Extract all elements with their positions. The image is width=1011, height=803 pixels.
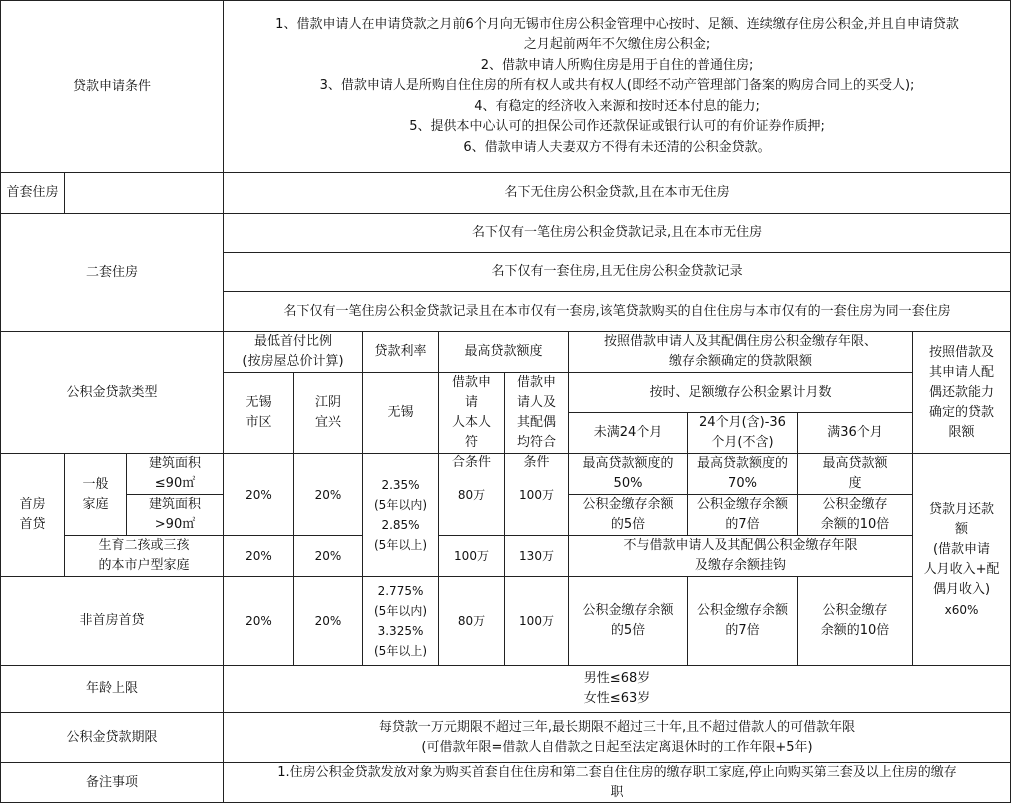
limit-full-36-balance: 公积金缴存 余额的10倍 bbox=[798, 495, 913, 536]
deposit-limit-header: 按照借款申请人及其配偶住房公积金缴存年限、 缴存余额确定的贷款限额 bbox=[569, 332, 913, 373]
loan-conditions-text bbox=[224, 1, 1011, 173]
male-age-limit: 男性≤68岁 bbox=[583, 671, 651, 686]
loan-type-header: 公积金贷款类型 bbox=[1, 332, 224, 454]
nf-limit-under-24: 公积金缴存余额 的5倍 bbox=[569, 577, 688, 666]
sc-couple-max-amount: 130万 bbox=[505, 536, 569, 577]
wuxi-city-header: 无锡 市区 bbox=[224, 373, 294, 454]
condition-line: 5、提供本中心认可的担保公司作还款保证或银行认可的有价证券作质押; bbox=[409, 119, 825, 135]
repay-ability-header: 按照借款及 其申请人配 偶还款能力 确定的贷款 限额 bbox=[913, 332, 1011, 454]
limit-under-24-balance: 公积金缴存余额 的5倍 bbox=[569, 495, 688, 536]
remarks-label: 备注事项 bbox=[1, 763, 224, 803]
nf-down-payment-jiangyin: 20% bbox=[294, 577, 363, 666]
female-age-limit: 女性≤63岁 bbox=[583, 691, 651, 706]
single-max-amount: 80万 bbox=[439, 454, 505, 536]
sc-down-payment-wuxi: 20% bbox=[224, 536, 294, 577]
limit-24-36: 最高贷款额度的 70% bbox=[688, 454, 798, 495]
first-loan-label: 首房 首贷 bbox=[1, 454, 65, 577]
min-down-payment-header: 最低首付比例 (按房屋总价计算) bbox=[224, 332, 363, 373]
couple-applicant-header: 借款申 请人及 其配偶 均符合 条件 bbox=[505, 373, 569, 454]
sc-limit-note: 不与借款申请人及其配偶公积金缴存年限 及缴存余额挂钩 bbox=[569, 536, 913, 577]
area-le90-label: 建筑面积 ≤90㎡ bbox=[127, 454, 224, 495]
condition-line: 2、借款申请人所购住房是用于自住的普通住房; bbox=[480, 57, 754, 73]
couple-max-amount: 100万 bbox=[505, 454, 569, 536]
loan-term-desc: 每贷款一万元期限不超过三年,最长期限不超过三十年,且不超过借款人的可借款年限 (可借款年限=借款人自借款之日起至法定离退休时的工作年限+5年) bbox=[224, 713, 1011, 763]
loan-term-label: 公积金贷款期限 bbox=[1, 713, 224, 763]
first-loan-rate: 2.35% (5年以内) 2.85% (5年以上) bbox=[363, 454, 439, 577]
nf-single-max-amount: 80万 bbox=[439, 577, 505, 666]
limit-under-24: 最高贷款额度的 50% bbox=[569, 454, 688, 495]
down-payment-jiangyin: 20% bbox=[294, 454, 363, 536]
sc-single-max-amount: 100万 bbox=[439, 536, 505, 577]
sc-down-payment-jiangyin: 20% bbox=[294, 536, 363, 577]
months-header: 按时、足额缴存公积金累计月数 bbox=[569, 373, 913, 413]
jiangyin-yixing-header: 江阴 宜兴 bbox=[294, 373, 363, 454]
limit-full-36: 最高贷款额 度 bbox=[798, 454, 913, 495]
single-applicant-header: 借款申 请 人本人 符 合条件 bbox=[439, 373, 505, 454]
nf-couple-max-amount: 100万 bbox=[505, 577, 569, 666]
first-home-label: 首套住房 bbox=[1, 173, 65, 214]
limit-24-36-balance: 公积金缴存余额 的7倍 bbox=[688, 495, 798, 536]
first-home-desc: 名下无住房公积金贷款,且在本市无住房 bbox=[224, 173, 1011, 214]
condition-line: 1、借款申请人在申请贷款之月前6个月向无锡市住房公积金管理中心按时、足额、连续缴存住房公积金,并且自申请贷款 bbox=[275, 16, 959, 32]
down-payment-wuxi: 20% bbox=[224, 454, 294, 536]
nf-down-payment-wuxi: 20% bbox=[224, 577, 294, 666]
second-home-row: 名下仅有一笔住房公积金贷款记录,且在本市无住房 bbox=[224, 214, 1011, 253]
condition-line: 4、有稳定的经济收入来源和按时还本付息的能力; bbox=[474, 98, 760, 114]
loan-conditions-label: 贷款申请条件 bbox=[1, 1, 224, 173]
second-home-label: 二套住房 bbox=[1, 214, 224, 332]
rate-city-header: 无锡 bbox=[363, 373, 439, 454]
non-first-loan-rate: 2.775% (5年以内) 3.325% (5年以上) bbox=[363, 577, 439, 666]
age-limit-label: 年龄上限 bbox=[1, 666, 224, 713]
area-gt90-label: 建筑面积 >90㎡ bbox=[127, 495, 224, 536]
full-36-months-header: 满36个月 bbox=[798, 413, 913, 454]
age-limit-values bbox=[224, 666, 1011, 713]
loan-rate-header: 贷款利率 bbox=[363, 332, 439, 373]
condition-line: 3、借款申请人是所购自住住房的所有权人或共有权人(即经不动产管理部门备案的购房合同上的买受人); bbox=[319, 78, 915, 94]
under-24-months-header: 未满24个月 bbox=[569, 413, 688, 454]
second-home-row: 名下仅有一套住房,且无住房公积金贷款记录 bbox=[224, 253, 1011, 292]
repay-limit-formula: 贷款月还款 额 (借款申请 人月收入+配 偶月收入) x60% bbox=[913, 454, 1011, 666]
condition-line: 之月起前两年不欠缴住房公积金; bbox=[523, 37, 711, 53]
second-home-row: 名下仅有一笔住房公积金贷款记录且在本市仅有一套房,该笔贷款购买的自住住房与本市仅有的一套住房为同一套住房 bbox=[224, 292, 1011, 332]
non-first-loan-label: 非首房首贷 bbox=[1, 577, 224, 666]
24-36-months-header: 24个月(含)-36 个月(不含) bbox=[688, 413, 798, 454]
max-amount-header: 最高贷款额度 bbox=[439, 332, 569, 373]
condition-line: 6、借款申请人夫妻双方不得有未还清的公积金贷款。 bbox=[463, 139, 771, 155]
nf-limit-24-36: 公积金缴存余额 的7倍 bbox=[688, 577, 798, 666]
remarks-text: 1.住房公积金贷款发放对象为购买首套自住住房和第二套自住住房的缴存职工家庭,停止向购买第三套及以上住房的缴存 职 bbox=[224, 763, 1011, 803]
first-home-blank bbox=[65, 173, 224, 214]
second-child-family-label: 生育二孩或三孩 的本市户型家庭 bbox=[65, 536, 224, 577]
nf-limit-full-36: 公积金缴存 余额的10倍 bbox=[798, 577, 913, 666]
general-family-label: 一般 家庭 bbox=[65, 454, 127, 536]
